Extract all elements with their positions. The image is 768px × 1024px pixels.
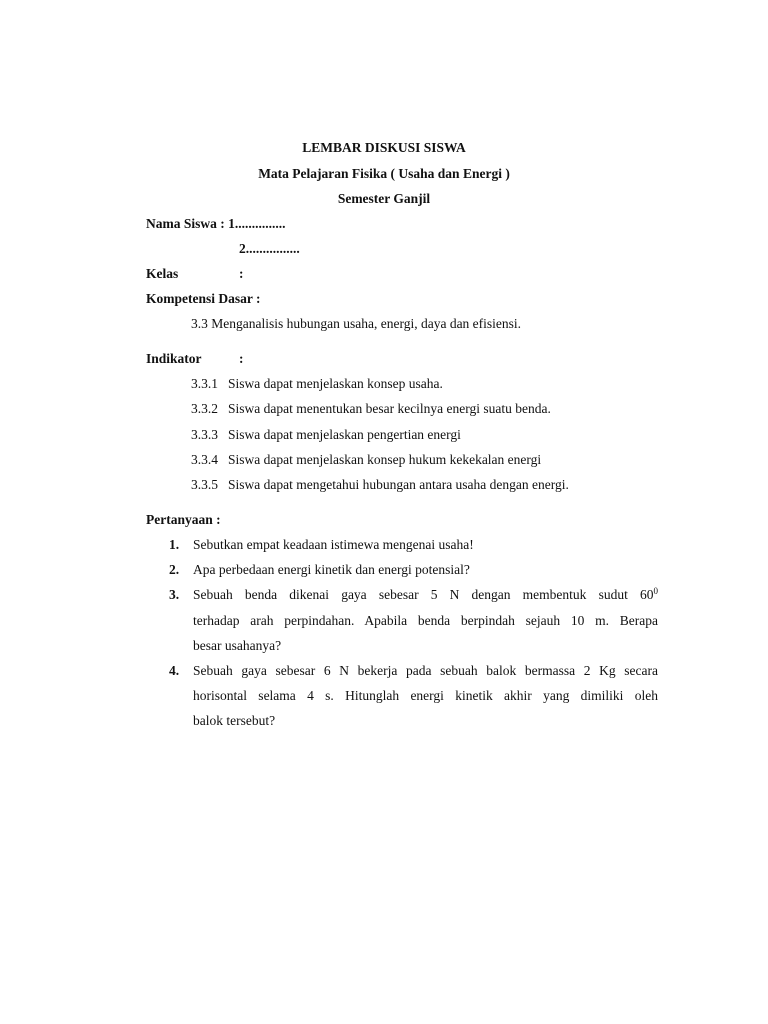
- class-label: Kelas: [146, 266, 179, 281]
- indicator-number: 3.3.5: [191, 477, 218, 492]
- student-name-label: Nama Siswa : 1...............: [146, 216, 286, 231]
- indicator-number: 3.3.2: [191, 401, 218, 416]
- indicator-number: 3.3.1: [191, 376, 218, 391]
- competency-item: 3.3 Menganalisis hubungan usaha, energi, daya dan efisiensi.: [191, 316, 522, 331]
- question-text: Sebuah gaya sebesar 6 N bekerja pada sebuah balok bermassa 2 Kg secara: [193, 663, 658, 678]
- questions-label: Pertanyaan :: [146, 512, 221, 527]
- class-colon: :: [239, 266, 244, 281]
- indicator-text: Siswa dapat menjelaskan pengertian energi: [228, 427, 461, 442]
- question-text: Sebuah benda dikenai gaya sebesar 5 N dengan membentuk sudut $60^0$: [193, 586, 658, 602]
- degree-superscript: 0: [653, 586, 658, 596]
- indicator-colon: :: [239, 351, 244, 366]
- indicator-text: Siswa dapat menjelaskan konsep usaha.: [228, 376, 443, 391]
- question-number: 3.: [169, 587, 180, 602]
- document-title: LEMBAR DISKUSI SISWA: [302, 140, 466, 155]
- question-text: balok tersebut?: [193, 713, 276, 728]
- question-number: 2.: [169, 562, 180, 577]
- question-text: Sebutkan empat keadaan istimewa mengenai usaha!: [193, 537, 474, 552]
- question-text: terhadap arah perpindahan. Apabila benda berpindah sejauh 10 m. Berapa: [193, 613, 658, 628]
- indicator-text: Siswa dapat mengetahui hubungan antara usaha dengan energi.: [228, 477, 569, 492]
- semester-heading: Semester Ganjil: [337, 191, 431, 206]
- indicator-text: Siswa dapat menjelaskan konsep hukum kekekalan energi: [228, 452, 542, 467]
- competency-label: Kompetensi Dasar :: [146, 291, 261, 306]
- question-text: horisontal selama 4 s. Hitunglah energi kinetik akhir yang dimiliki oleh: [193, 688, 658, 703]
- subject-heading: Mata Pelajaran Fisika ( Usaha dan Energi ): [258, 166, 510, 181]
- question-number: 1.: [169, 537, 180, 552]
- indicator-text: Siswa dapat menentukan besar kecilnya energi suatu benda.: [228, 401, 551, 416]
- question-number: 4.: [169, 663, 180, 678]
- question-text: Apa perbedaan energi kinetik dan energi potensial?: [193, 562, 470, 577]
- indicator-number: 3.3.3: [191, 427, 218, 442]
- question-text: besar usahanya?: [193, 638, 282, 653]
- indicator-label: Indikator: [146, 351, 202, 366]
- student-name-second: 2................: [239, 241, 300, 256]
- indicator-number: 3.3.4: [191, 452, 218, 467]
